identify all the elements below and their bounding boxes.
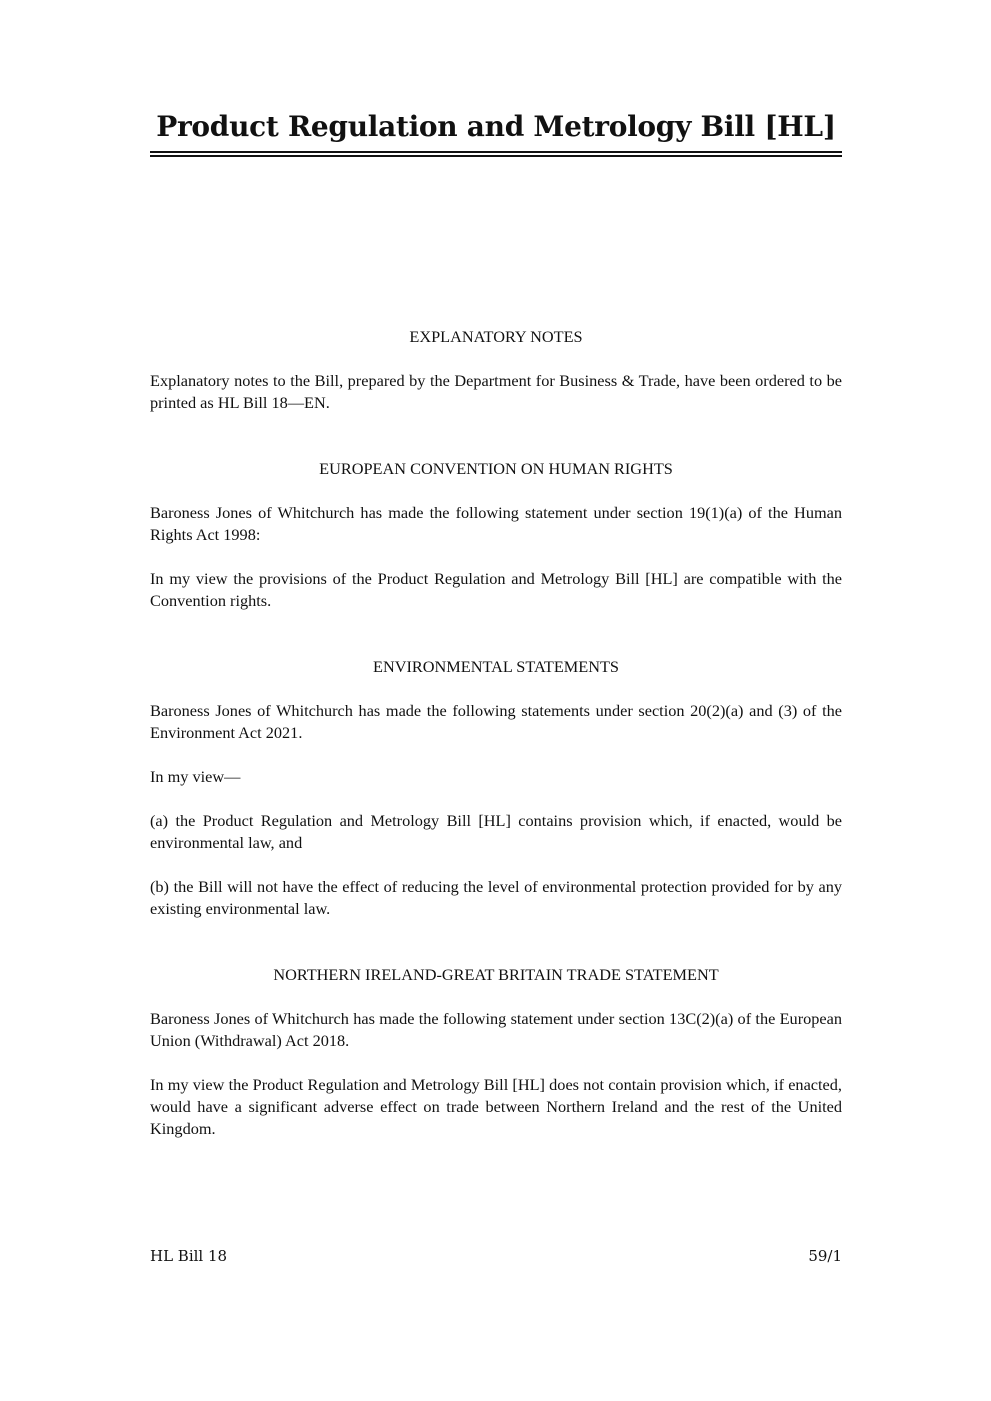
paragraph: Baroness Jones of Whitchurch has made the following statements under section 20(2)(a) and (3) of the Environment Act 2021. — [150, 701, 842, 742]
document-title: Product Regulation and Metrology Bill [HL] — [156, 110, 836, 143]
document-body — [150, 326, 842, 1162]
section-heading: ENVIRONMENTAL STATEMENTS — [373, 657, 619, 676]
paragraph: Baroness Jones of Whitchurch has made the following statement under section 19(1)(a) of the Human Rights Act 1998: — [150, 503, 842, 544]
footer-bill-ref: HL Bill 18 — [150, 1247, 228, 1265]
paragraph: In my view the provisions of the Product Regulation and Metrology Bill [HL] are compatible with the Convention rights. — [150, 569, 842, 610]
section-heading: EXPLANATORY NOTES — [409, 327, 583, 346]
section-heading: NORTHERN IRELAND-GREAT BRITAIN TRADE STATEMENT — [273, 965, 719, 984]
footer-page-code: 59/1 — [808, 1247, 842, 1265]
section-heading: EUROPEAN CONVENTION ON HUMAN RIGHTS — [319, 459, 673, 478]
paragraph: Explanatory notes to the Bill, prepared by the Department for Business & Trade, have been ordered to be printed as HL Bill 18—EN. — [150, 371, 842, 412]
section-echr — [150, 458, 842, 612]
paragraph: Baroness Jones of Whitchurch has made the following statement under section 13C(2)(a) of the European Union (Withdrawal) Act 2018. — [150, 1009, 842, 1050]
section-explanatory-notes — [150, 326, 842, 414]
title-rule-bottom — [150, 155, 842, 157]
paragraph: (a) the Product Regulation and Metrology Bill [HL] contains provision which, if enacted, would be environmental law, and — [150, 811, 842, 852]
paragraph: In my view— — [150, 767, 241, 786]
paragraph: In my view the Product Regulation and Metrology Bill [HL] does not contain provision which, if enacted, would have a significant adverse effect on trade between Northern Ireland and the rest of the United Kingdom. — [150, 1075, 842, 1138]
section-environmental-statements — [150, 656, 842, 920]
section-ni-gb-trade — [150, 964, 842, 1140]
title-rule-top — [150, 151, 842, 153]
paragraph: (b) the Bill will not have the effect of reducing the level of environmental protection provided for by any existing environmental law. — [150, 877, 842, 918]
